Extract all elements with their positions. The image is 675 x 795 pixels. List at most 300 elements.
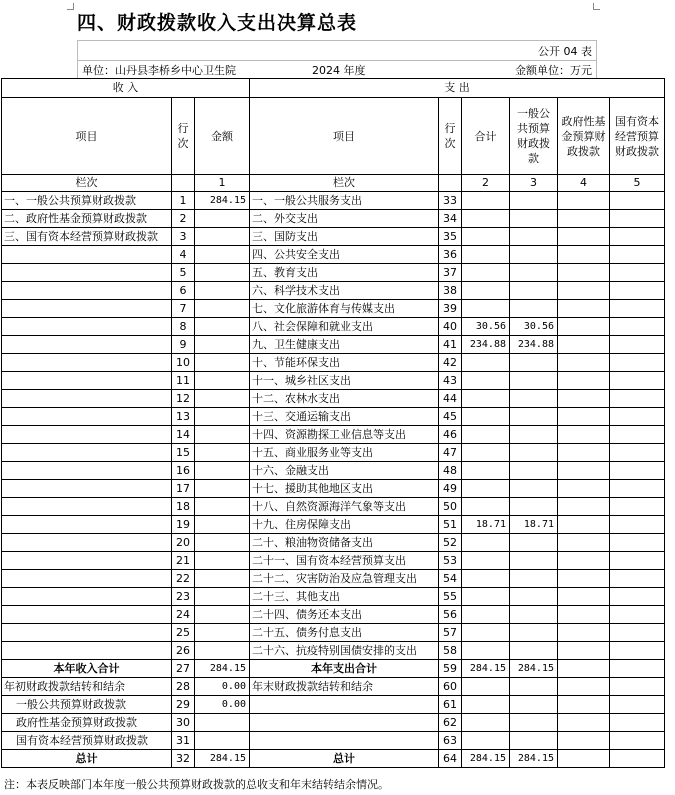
income-amount — [195, 534, 250, 552]
fund-amount — [558, 696, 610, 714]
table-row — [2, 228, 665, 246]
fund-amount — [558, 678, 610, 696]
unit-info-bar — [77, 59, 597, 79]
fund-amount — [558, 192, 610, 210]
state-amount — [610, 264, 665, 282]
income-item — [2, 318, 172, 336]
expense-line: 55 — [439, 588, 462, 606]
income-item — [2, 498, 172, 516]
general-amount — [510, 498, 558, 516]
table-row — [2, 498, 665, 516]
expense-line: 37 — [439, 264, 462, 282]
total-amount — [462, 570, 510, 588]
total-amount: 284.15 — [462, 660, 510, 678]
income-amount — [195, 462, 250, 480]
col-item2: 项目 — [250, 98, 439, 175]
table-row — [2, 408, 665, 426]
table-row — [2, 534, 665, 552]
general-amount: 30.56 — [510, 318, 558, 336]
state-amount — [610, 678, 665, 696]
fund-amount — [558, 462, 610, 480]
total-amount — [462, 246, 510, 264]
expense-item: 二十三、其他支出 — [250, 588, 439, 606]
col-num-1: 1 — [195, 175, 250, 192]
expense-item: 五、教育支出 — [250, 264, 439, 282]
state-amount — [610, 534, 665, 552]
expense-item: 年末财政拨款结转和结余 — [250, 678, 439, 696]
income-line: 27 — [172, 660, 195, 678]
total-amount — [462, 642, 510, 660]
total-amount: 30.56 — [462, 318, 510, 336]
income-amount — [195, 264, 250, 282]
state-amount — [610, 660, 665, 678]
expense-line: 62 — [439, 714, 462, 732]
expense-item: 二十五、债务付息支出 — [250, 624, 439, 642]
expense-item: 七、文化旅游体育与传媒支出 — [250, 300, 439, 318]
income-amount — [195, 246, 250, 264]
expense-item: 二、外交支出 — [250, 210, 439, 228]
table-row — [2, 552, 665, 570]
expense-item: 十九、住房保障支出 — [250, 516, 439, 534]
state-amount — [610, 336, 665, 354]
state-amount — [610, 192, 665, 210]
income-line: 30 — [172, 714, 195, 732]
table-row — [2, 678, 665, 696]
col-fund: 政府性基金预算财政拨款 — [558, 98, 610, 175]
income-line: 20 — [172, 534, 195, 552]
state-amount — [610, 408, 665, 426]
income-item: 一般公共预算财政拨款 — [2, 696, 172, 714]
fund-amount — [558, 534, 610, 552]
total-amount — [462, 714, 510, 732]
total-amount — [462, 408, 510, 426]
form-number-bar — [77, 40, 597, 61]
table-row — [2, 696, 665, 714]
table-row — [2, 426, 665, 444]
expense-line: 53 — [439, 552, 462, 570]
expense-item: 四、公共安全支出 — [250, 246, 439, 264]
income-item: 国有资本经营预算财政拨款 — [2, 732, 172, 750]
income-amount — [195, 588, 250, 606]
general-amount — [510, 426, 558, 444]
income-line: 23 — [172, 588, 195, 606]
income-amount — [195, 480, 250, 498]
state-amount — [610, 444, 665, 462]
income-amount: 0.00 — [195, 678, 250, 696]
table-row — [2, 624, 665, 642]
expense-line: 63 — [439, 732, 462, 750]
income-amount — [195, 606, 250, 624]
general-amount — [510, 642, 558, 660]
table-row — [2, 300, 665, 318]
general-amount — [510, 246, 558, 264]
expense-line: 50 — [439, 498, 462, 516]
expense-line: 36 — [439, 246, 462, 264]
income-amount — [195, 228, 250, 246]
state-amount — [610, 318, 665, 336]
total-amount — [462, 606, 510, 624]
expense-item: 十一、城乡社区支出 — [250, 372, 439, 390]
expense-item: 六、科学技术支出 — [250, 282, 439, 300]
expense-line: 48 — [439, 462, 462, 480]
income-item — [2, 642, 172, 660]
expense-line: 56 — [439, 606, 462, 624]
state-amount — [610, 282, 665, 300]
general-amount — [510, 300, 558, 318]
state-amount — [610, 696, 665, 714]
income-item — [2, 282, 172, 300]
income-item — [2, 480, 172, 498]
expense-item: 一、一般公共服务支出 — [250, 192, 439, 210]
fund-amount — [558, 318, 610, 336]
general-amount: 284.15 — [510, 750, 558, 768]
expense-item: 二十、粮油物资储备支出 — [250, 534, 439, 552]
state-amount — [610, 516, 665, 534]
expense-item: 十五、商业服务业等支出 — [250, 444, 439, 462]
general-amount — [510, 696, 558, 714]
state-amount — [610, 750, 665, 768]
income-line: 21 — [172, 552, 195, 570]
page-title: 四、财政拨款收入支出决算总表 — [77, 12, 358, 34]
total-amount — [462, 282, 510, 300]
expense-line: 33 — [439, 192, 462, 210]
income-amount — [195, 282, 250, 300]
income-line: 3 — [172, 228, 195, 246]
general-amount — [510, 210, 558, 228]
income-item: 本年收入合计 — [2, 660, 172, 678]
col-amount: 金额 — [195, 98, 250, 175]
general-amount — [510, 282, 558, 300]
income-amount — [195, 408, 250, 426]
fiscal-year: 2024 年度 — [312, 64, 366, 77]
total-amount — [462, 444, 510, 462]
fund-amount — [558, 372, 610, 390]
state-amount — [610, 624, 665, 642]
income-item — [2, 444, 172, 462]
fund-amount — [558, 390, 610, 408]
income-item — [2, 408, 172, 426]
expense-line: 51 — [439, 516, 462, 534]
col-label-blank — [172, 175, 195, 192]
table-row — [2, 570, 665, 588]
income-line: 29 — [172, 696, 195, 714]
income-line: 15 — [172, 444, 195, 462]
income-item: 一、一般公共预算财政拨款 — [2, 192, 172, 210]
total-amount: 234.88 — [462, 336, 510, 354]
expense-line: 59 — [439, 660, 462, 678]
total-amount — [462, 480, 510, 498]
expense-item: 总计 — [250, 750, 439, 768]
expense-item: 十、节能环保支出 — [250, 354, 439, 372]
fund-amount — [558, 444, 610, 462]
state-amount — [610, 570, 665, 588]
total-amount — [462, 372, 510, 390]
table-row — [2, 390, 665, 408]
fund-amount — [558, 714, 610, 732]
state-amount — [610, 426, 665, 444]
table-row — [2, 372, 665, 390]
total-amount — [462, 228, 510, 246]
expense-item: 十六、金融支出 — [250, 462, 439, 480]
expense-line: 58 — [439, 642, 462, 660]
fund-amount — [558, 732, 610, 750]
expense-item: 二十四、债务还本支出 — [250, 606, 439, 624]
general-amount — [510, 444, 558, 462]
table-row — [2, 264, 665, 282]
total-amount — [462, 498, 510, 516]
expense-item: 二十二、灾害防治及应急管理支出 — [250, 570, 439, 588]
expense-item — [250, 732, 439, 750]
fund-amount — [558, 552, 610, 570]
footnote: 注：本表反映部门本年度一般公共预算财政拨款的总收支和年末结转结余情况。 — [4, 778, 389, 791]
income-amount — [195, 624, 250, 642]
expense-item: 二十六、抗疫特别国债安排的支出 — [250, 642, 439, 660]
income-item — [2, 300, 172, 318]
total-amount — [462, 624, 510, 642]
col-line2: 行次 — [439, 98, 462, 175]
general-amount — [510, 372, 558, 390]
expense-line: 60 — [439, 678, 462, 696]
income-line: 2 — [172, 210, 195, 228]
fund-amount — [558, 516, 610, 534]
col-num-4: 4 — [558, 175, 610, 192]
general-amount: 18.71 — [510, 516, 558, 534]
total-amount — [462, 534, 510, 552]
income-item — [2, 552, 172, 570]
table-row — [2, 606, 665, 624]
col-num-5: 5 — [610, 175, 665, 192]
table-row — [2, 588, 665, 606]
income-amount — [195, 426, 250, 444]
income-line: 17 — [172, 480, 195, 498]
total-amount — [462, 210, 510, 228]
state-amount — [610, 354, 665, 372]
state-amount — [610, 498, 665, 516]
fund-amount — [558, 588, 610, 606]
total-amount — [462, 732, 510, 750]
table-row — [2, 192, 665, 210]
fund-amount — [558, 426, 610, 444]
col-item: 项目 — [2, 98, 172, 175]
fund-amount — [558, 498, 610, 516]
general-amount — [510, 462, 558, 480]
general-amount — [510, 408, 558, 426]
total-amount — [462, 300, 510, 318]
general-amount — [510, 624, 558, 642]
unit-name: 单位：山丹县李桥乡中心卫生院 — [82, 64, 236, 77]
fund-amount — [558, 210, 610, 228]
table-row — [2, 660, 665, 678]
total-amount: 18.71 — [462, 516, 510, 534]
expense-item: 八、社会保障和就业支出 — [250, 318, 439, 336]
expense-item: 本年支出合计 — [250, 660, 439, 678]
income-item — [2, 264, 172, 282]
total-amount — [462, 552, 510, 570]
col-line: 行次 — [172, 98, 195, 175]
expense-line: 52 — [439, 534, 462, 552]
expense-line: 57 — [439, 624, 462, 642]
expense-item: 三、国防支出 — [250, 228, 439, 246]
income-amount — [195, 570, 250, 588]
corner-mark-right — [593, 3, 600, 10]
fund-amount — [558, 570, 610, 588]
income-item — [2, 462, 172, 480]
income-line: 19 — [172, 516, 195, 534]
income-item — [2, 606, 172, 624]
income-item: 政府性基金预算财政拨款 — [2, 714, 172, 732]
form-number: 公开 04 表 — [538, 45, 592, 58]
state-amount — [610, 588, 665, 606]
income-item — [2, 372, 172, 390]
income-line: 25 — [172, 624, 195, 642]
expense-line: 35 — [439, 228, 462, 246]
state-amount — [610, 732, 665, 750]
income-item — [2, 516, 172, 534]
table-row — [2, 210, 665, 228]
general-amount — [510, 228, 558, 246]
table-row — [2, 444, 665, 462]
expense-item: 十三、交通运输支出 — [250, 408, 439, 426]
col-state: 国有资本经营预算财政拨款 — [610, 98, 665, 175]
general-amount: 234.88 — [510, 336, 558, 354]
fund-amount — [558, 300, 610, 318]
col-general: 一般公共预算财政拨款 — [510, 98, 558, 175]
expense-line: 42 — [439, 354, 462, 372]
expense-header: 支 出 — [250, 79, 665, 98]
total-amount — [462, 426, 510, 444]
total-amount — [462, 462, 510, 480]
table-row — [2, 282, 665, 300]
expense-item — [250, 714, 439, 732]
expense-item: 十八、自然资源海洋气象等支出 — [250, 498, 439, 516]
expense-line: 38 — [439, 282, 462, 300]
income-item — [2, 336, 172, 354]
expense-line: 39 — [439, 300, 462, 318]
general-amount — [510, 678, 558, 696]
general-amount — [510, 480, 558, 498]
fiscal-table — [1, 78, 665, 768]
income-line: 12 — [172, 390, 195, 408]
income-line: 31 — [172, 732, 195, 750]
income-line: 4 — [172, 246, 195, 264]
state-amount — [610, 462, 665, 480]
income-line: 32 — [172, 750, 195, 768]
fund-amount — [558, 246, 610, 264]
income-item — [2, 534, 172, 552]
table-row — [2, 516, 665, 534]
col-num-3: 3 — [510, 175, 558, 192]
income-amount — [195, 372, 250, 390]
income-item: 总计 — [2, 750, 172, 768]
general-amount — [510, 732, 558, 750]
total-amount: 284.15 — [462, 750, 510, 768]
income-line: 5 — [172, 264, 195, 282]
fund-amount — [558, 480, 610, 498]
total-amount — [462, 354, 510, 372]
income-line: 26 — [172, 642, 195, 660]
income-amount — [195, 336, 250, 354]
table-row — [2, 462, 665, 480]
income-line: 24 — [172, 606, 195, 624]
income-amount — [195, 390, 250, 408]
general-amount — [510, 390, 558, 408]
fund-amount — [558, 264, 610, 282]
income-line: 22 — [172, 570, 195, 588]
fund-amount — [558, 354, 610, 372]
fund-amount — [558, 228, 610, 246]
income-amount: 284.15 — [195, 660, 250, 678]
total-amount — [462, 390, 510, 408]
income-amount: 284.15 — [195, 192, 250, 210]
table-row — [2, 354, 665, 372]
general-amount — [510, 552, 558, 570]
total-amount — [462, 192, 510, 210]
expense-line: 47 — [439, 444, 462, 462]
state-amount — [610, 642, 665, 660]
col-label: 栏次 — [2, 175, 172, 192]
income-amount — [195, 516, 250, 534]
expense-line: 61 — [439, 696, 462, 714]
col-total: 合计 — [462, 98, 510, 175]
income-line: 1 — [172, 192, 195, 210]
fund-amount — [558, 624, 610, 642]
income-amount — [195, 642, 250, 660]
income-amount — [195, 354, 250, 372]
income-item — [2, 588, 172, 606]
state-amount — [610, 372, 665, 390]
col-label-blank-2 — [439, 175, 462, 192]
table-row — [2, 732, 665, 750]
fund-amount — [558, 660, 610, 678]
state-amount — [610, 246, 665, 264]
fund-amount — [558, 282, 610, 300]
income-line: 6 — [172, 282, 195, 300]
expense-line: 34 — [439, 210, 462, 228]
income-amount — [195, 300, 250, 318]
expense-item: 二十一、国有资本经营预算支出 — [250, 552, 439, 570]
income-item: 三、国有资本经营预算财政拨款 — [2, 228, 172, 246]
expense-item — [250, 696, 439, 714]
income-amount — [195, 732, 250, 750]
money-unit: 金额单位：万元 — [515, 64, 592, 77]
income-item — [2, 390, 172, 408]
income-line: 13 — [172, 408, 195, 426]
state-amount — [610, 390, 665, 408]
income-item — [2, 624, 172, 642]
income-item — [2, 570, 172, 588]
col-label-2: 栏次 — [250, 175, 439, 192]
total-amount — [462, 588, 510, 606]
income-line: 10 — [172, 354, 195, 372]
table-row — [2, 246, 665, 264]
income-line: 11 — [172, 372, 195, 390]
corner-mark-left — [67, 3, 74, 10]
expense-line: 41 — [439, 336, 462, 354]
income-line: 28 — [172, 678, 195, 696]
income-amount — [195, 318, 250, 336]
income-line: 16 — [172, 462, 195, 480]
table-row — [2, 750, 665, 768]
table-row — [2, 336, 665, 354]
income-item: 年初财政拨款结转和结余 — [2, 678, 172, 696]
general-amount — [510, 264, 558, 282]
income-line: 18 — [172, 498, 195, 516]
income-header: 收 入 — [2, 79, 250, 98]
table-row — [2, 480, 665, 498]
general-amount — [510, 606, 558, 624]
general-amount — [510, 354, 558, 372]
expense-line: 64 — [439, 750, 462, 768]
